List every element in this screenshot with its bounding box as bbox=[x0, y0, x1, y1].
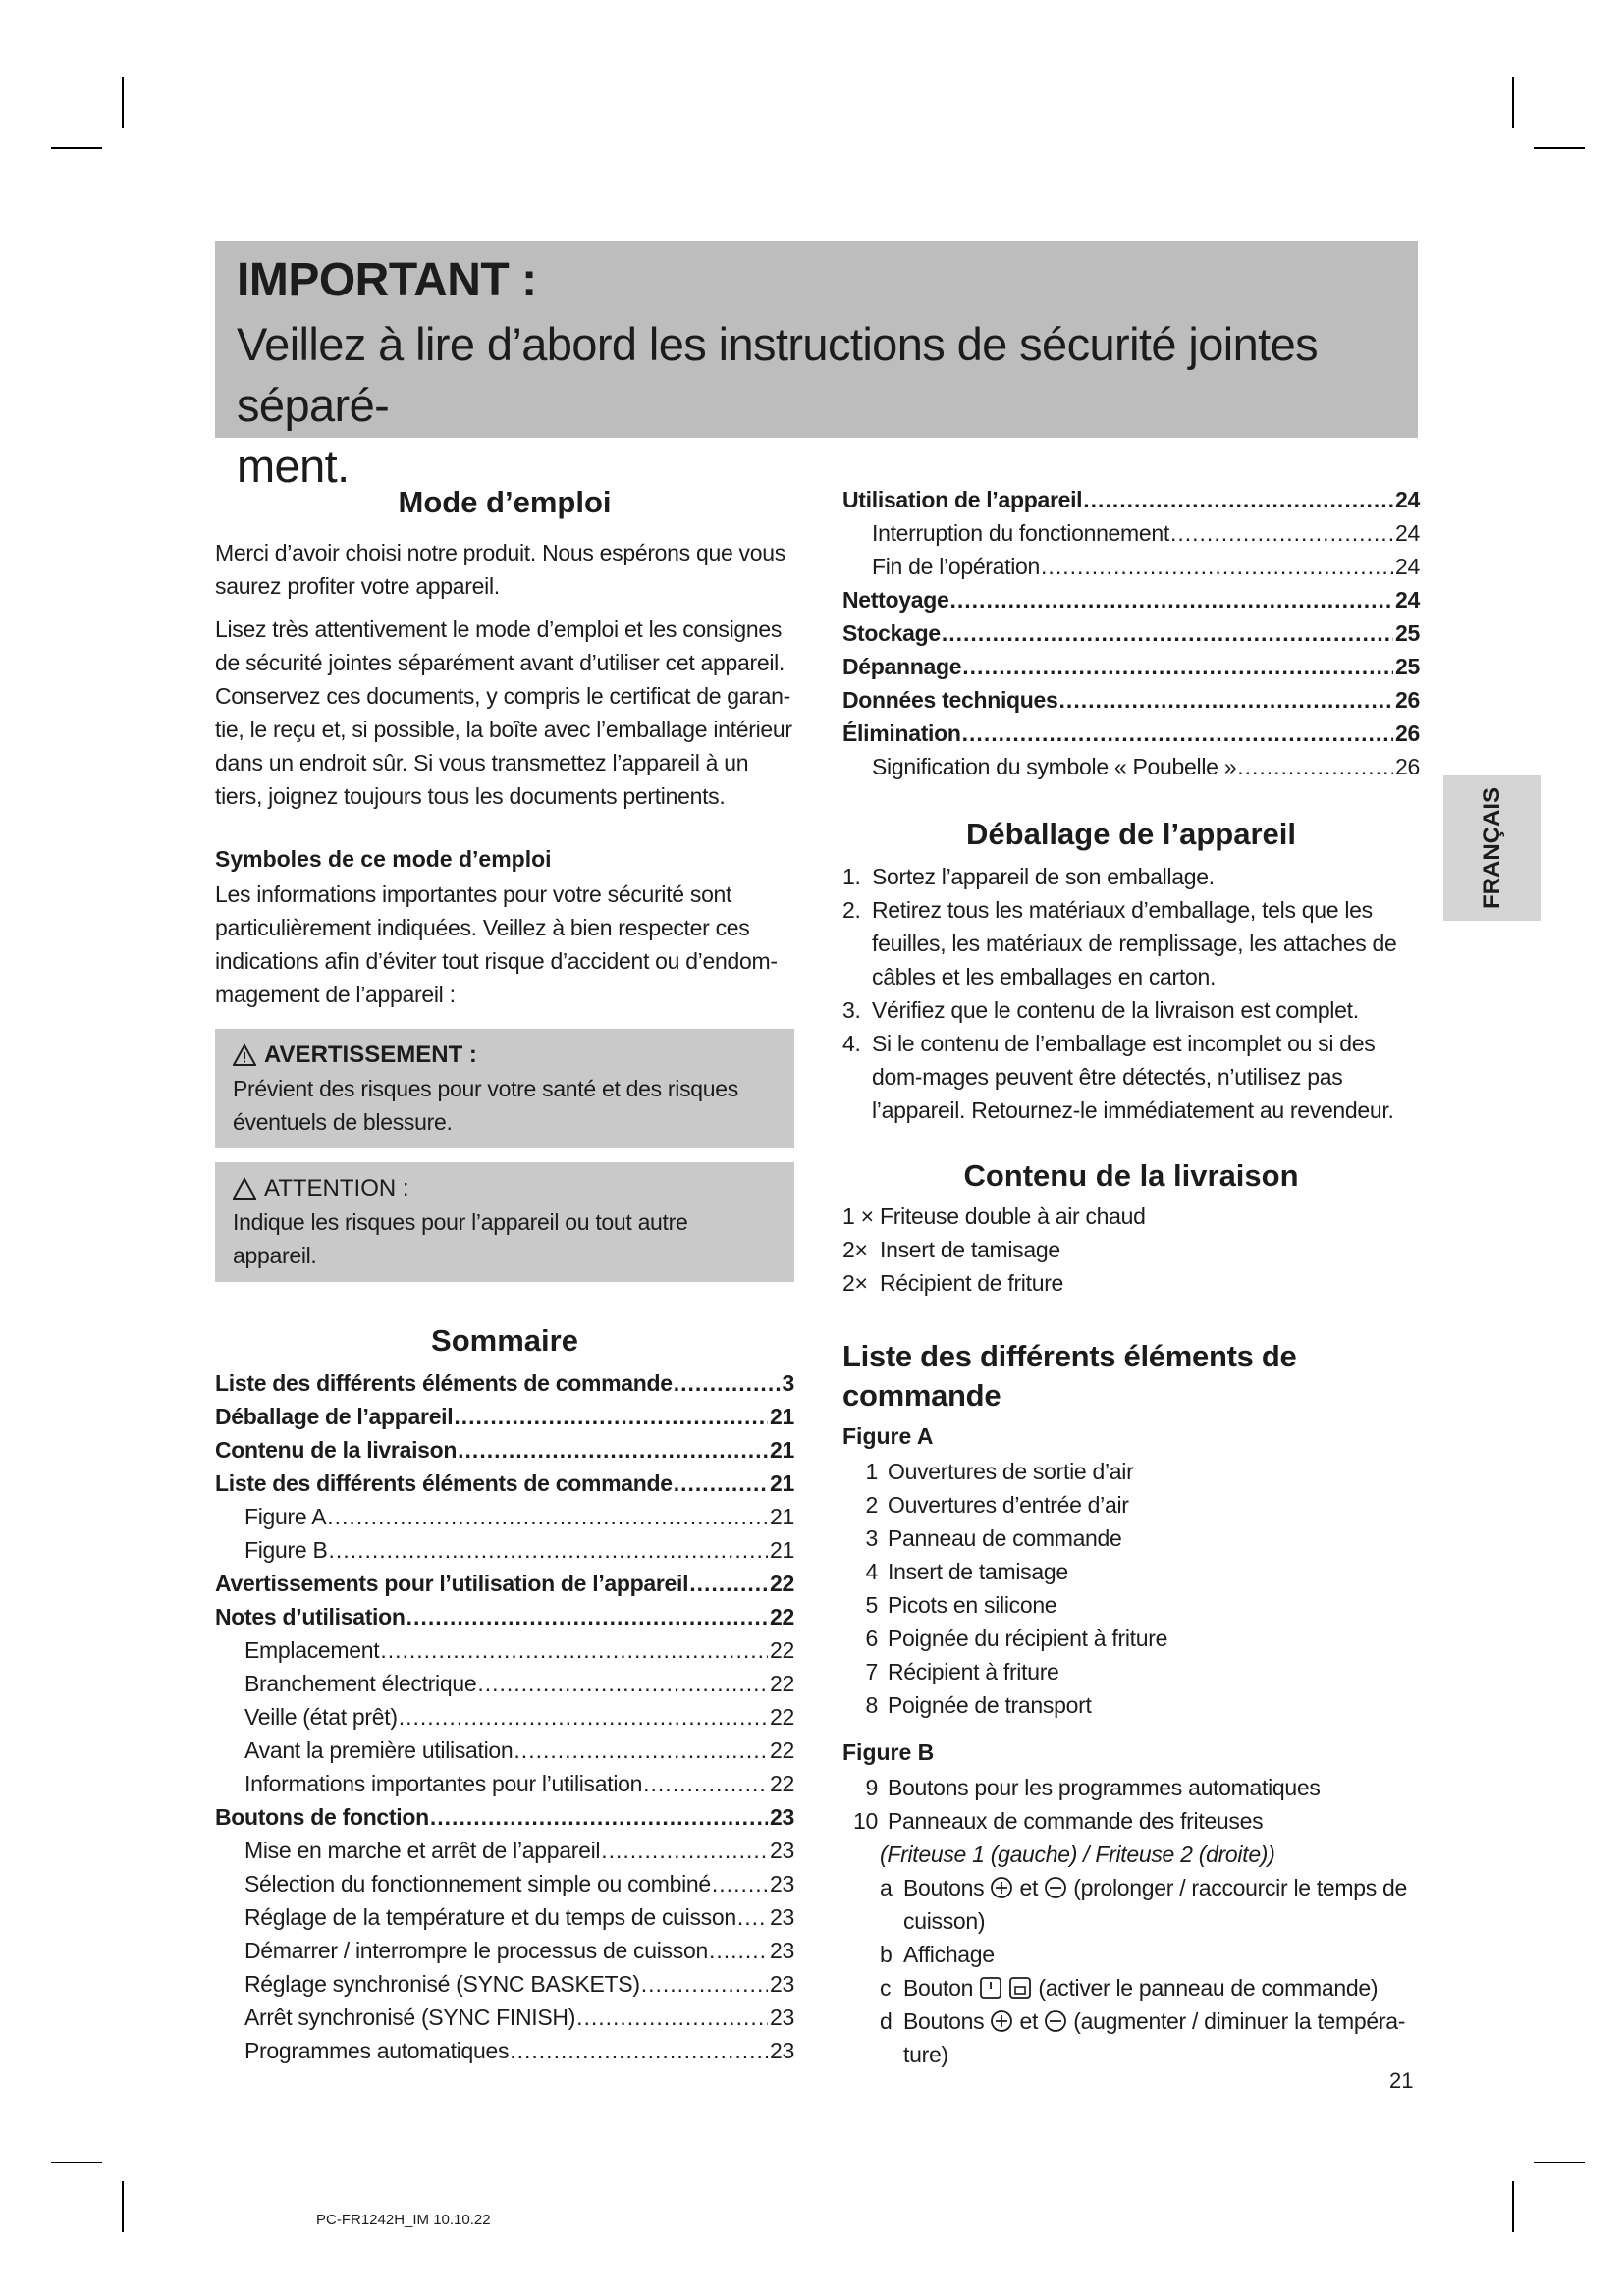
toc-entry-label: Branchement électrique bbox=[244, 1671, 477, 1696]
toc-entry bbox=[215, 1667, 794, 1700]
toc-leader-dots bbox=[477, 1667, 768, 1700]
list-item-number: 5 bbox=[865, 1592, 878, 1618]
warning-box bbox=[215, 1029, 794, 1148]
list-item bbox=[842, 1622, 1420, 1655]
figure-b-list bbox=[842, 1771, 1420, 1838]
toc-leader-dots bbox=[962, 650, 1393, 683]
crop-mark bbox=[1534, 147, 1585, 149]
toc-entry-label: Utilisation de l’appareil bbox=[842, 487, 1083, 512]
toc-leader-dots bbox=[454, 1400, 768, 1433]
list-item-number: 2× bbox=[842, 1270, 868, 1296]
toc-entry-page: 22 bbox=[770, 1704, 794, 1730]
toc-leader-dots bbox=[406, 1600, 768, 1633]
list-item-number: 3 bbox=[865, 1525, 878, 1551]
figure-a-label: Figure A bbox=[842, 1423, 934, 1449]
list-item-number: 4 bbox=[865, 1559, 878, 1584]
sublist-item-mid: et bbox=[1019, 1875, 1039, 1900]
toc-entry-label: Programmes automatiques bbox=[244, 2038, 510, 2063]
toc-leader-dots bbox=[1237, 750, 1393, 783]
language-tab bbox=[1443, 775, 1541, 921]
list-item-text: Insert de tamisage bbox=[888, 1559, 1068, 1584]
figure-a-list bbox=[842, 1455, 1420, 1722]
list-item bbox=[842, 1804, 1420, 1838]
list-item bbox=[842, 1522, 1420, 1555]
toc-entry bbox=[215, 1533, 794, 1567]
toc-entry-label: Liste des différents éléments de commande bbox=[215, 1370, 673, 1396]
toc-leader-dots bbox=[380, 1633, 768, 1667]
toc-entry-label: Démarrer / interrompre le processus de cuisson bbox=[244, 1938, 708, 1963]
toc-entry bbox=[842, 550, 1420, 583]
intro-paragraph: Merci d’avoir choisi notre produit. Nous espérons que vous saurez profiter votre appareil. bbox=[215, 540, 785, 599]
toc-leader-dots bbox=[689, 1567, 768, 1600]
sublist-item-text bbox=[903, 2004, 1420, 2071]
section-heading-deballage: Déballage de l’appareil bbox=[966, 817, 1296, 851]
banner-line-1: Veillez à lire d’abord les instructions de sécurité jointes séparé- bbox=[237, 318, 1319, 431]
warning-title: AVERTISSEMENT : bbox=[264, 1041, 477, 1068]
section-heading-mode-emploi: Mode d’emploi bbox=[398, 485, 612, 519]
toc-entry-label: Avant la première utilisation bbox=[244, 1737, 514, 1763]
toc-leader-dots bbox=[1059, 683, 1393, 717]
toc-entry-page: 21 bbox=[770, 1504, 794, 1529]
toc-entry-label: Boutons de fonction bbox=[215, 1804, 429, 1830]
list-item bbox=[842, 1200, 1420, 1233]
toc-leader-dots bbox=[709, 1934, 768, 1967]
toc-entry bbox=[215, 1600, 794, 1633]
list-item bbox=[842, 893, 1420, 993]
toc-entry-label: Veille (état prêt) bbox=[244, 1704, 398, 1730]
list-item-number: 2 bbox=[865, 1492, 878, 1518]
toc-entry bbox=[215, 1900, 794, 1934]
toc-entry-label: Signification du symbole « Poubelle » bbox=[872, 754, 1237, 779]
attention-triangle-icon bbox=[233, 1177, 256, 1201]
left-column bbox=[215, 483, 794, 2067]
list-item-number: 1 bbox=[865, 1459, 878, 1484]
sublist-item-mid: et bbox=[1019, 2008, 1039, 2034]
toc-entry-label: Interruption du fonctionnement bbox=[872, 520, 1169, 546]
toc-entry-page: 24 bbox=[1395, 587, 1420, 613]
toc-entry-page: 22 bbox=[770, 1637, 794, 1663]
toc-entry bbox=[215, 1467, 794, 1500]
list-item-text: Ouvertures d’entrée d’air bbox=[888, 1492, 1129, 1518]
minus-circle-icon bbox=[1038, 1875, 1073, 1900]
instructions-paragraph: Lisez très attentivement le mode d’emploi et les consignes de sécurité jointes séparément avant d’utiliser cet appareil. Conservez ces documents, y compris le certificat de garan-tie, le reçu et, si possible, la boîte avec l’emballage intérieur dans un endroit sûr. Si vous transmettez l’appareil à un tiers, joignez toujours tous les documents pertinents. bbox=[215, 616, 792, 809]
toc-entry-page: 23 bbox=[770, 2038, 794, 2063]
toc-entry bbox=[842, 750, 1420, 783]
toc-entry-label: Sélection du fonctionnement simple ou combiné bbox=[244, 1871, 711, 1896]
toc-right bbox=[842, 483, 1420, 783]
toc-entry bbox=[842, 583, 1420, 616]
toc-entry bbox=[215, 1433, 794, 1467]
power-button-icon bbox=[973, 1975, 1002, 2001]
toc-entry bbox=[215, 1700, 794, 1734]
toc-entry-label: Mise en marche et arrêt de l’appareil bbox=[244, 1838, 601, 1863]
list-item-number: 1 × bbox=[842, 1203, 874, 1229]
toc-entry bbox=[215, 1867, 794, 1900]
toc-entry-label: Réglage de la température et du temps de cuisson bbox=[244, 1904, 736, 1930]
list-item-text: Sortez l’appareil de son emballage. bbox=[872, 864, 1215, 889]
toc-leader-dots bbox=[950, 583, 1394, 616]
sublist-item-post: (prolonger / raccourcir le temps de cuisson) bbox=[903, 1875, 1408, 1934]
toc-entry-label: Figure A bbox=[244, 1504, 327, 1529]
footer-code: PC-FR1242H_IM 10.10.22 bbox=[316, 2212, 491, 2228]
list-item-text: Boutons pour les programmes automatiques bbox=[888, 1775, 1321, 1800]
toc-entry-label: Fin de l’opération bbox=[872, 554, 1041, 579]
toc-entry-page: 21 bbox=[770, 1537, 794, 1563]
list-item bbox=[842, 1266, 1420, 1300]
toc-entry-label: Figure B bbox=[244, 1537, 328, 1563]
deballage-list bbox=[842, 860, 1420, 1127]
list-item-text: Friteuse double à air chaud bbox=[880, 1203, 1146, 1229]
list-item-number: 7 bbox=[865, 1659, 878, 1684]
list-item bbox=[842, 1771, 1420, 1804]
list-item-text: Vérifiez que le contenu de la livraison est complet. bbox=[872, 997, 1359, 1023]
attention-box bbox=[215, 1162, 794, 1282]
toc-leader-dots bbox=[514, 1734, 768, 1767]
toc-leader-dots bbox=[942, 616, 1393, 650]
toc-entry-label: Stockage bbox=[842, 620, 941, 646]
toc-entry-label: Notes d’utilisation bbox=[215, 1604, 406, 1629]
sublist-item-letter: c bbox=[880, 1975, 892, 2001]
plus-circle-icon bbox=[984, 1875, 1013, 1900]
banner-line-2: ment. bbox=[237, 440, 350, 492]
right-column bbox=[842, 483, 1420, 2071]
list-item-text: Récipient de friture bbox=[880, 1270, 1064, 1296]
list-item bbox=[842, 1655, 1420, 1688]
list-item bbox=[842, 1027, 1420, 1127]
list-item-text: Si le contenu de l’emballage est incomplet ou si des dom-mages peuvent être détectés, n’utilisez pas l’appareil. Retournez-le immédiatement au revendeur. bbox=[872, 1031, 1394, 1123]
toc-leader-dots bbox=[601, 1834, 768, 1867]
list-item bbox=[842, 860, 1420, 893]
language-tab-label: FRANÇAIS bbox=[1478, 787, 1505, 909]
lock-button-icon bbox=[1002, 1975, 1038, 2001]
list-item bbox=[842, 1588, 1420, 1622]
toc-entry-page: 3 bbox=[782, 1370, 794, 1396]
list-item bbox=[842, 1455, 1420, 1488]
list-item bbox=[842, 993, 1420, 1027]
toc-entry bbox=[215, 1767, 794, 1800]
toc-entry-page: 22 bbox=[770, 1771, 794, 1796]
toc-entry-page: 23 bbox=[770, 1904, 794, 1930]
toc-leader-dots bbox=[430, 1800, 768, 1834]
toc-leader-dots bbox=[576, 2001, 768, 2034]
sublist-item bbox=[880, 1871, 1420, 1938]
toc-entry-label: Dépannage bbox=[842, 654, 962, 679]
toc-leader-dots bbox=[458, 1433, 768, 1467]
section-heading-liste: Liste des différents éléments de commande bbox=[842, 1339, 1297, 1413]
toc-leader-dots bbox=[1170, 516, 1393, 550]
sublist-item-post: (augmenter / diminuer la tempéra-ture) bbox=[903, 2008, 1406, 2067]
toc-left bbox=[215, 1366, 794, 2067]
toc-entry bbox=[215, 1734, 794, 1767]
contenu-list bbox=[842, 1200, 1420, 1300]
toc-leader-dots bbox=[962, 717, 1393, 750]
warning-text: Prévient des risques pour votre santé et des risques éventuels de blessure. bbox=[233, 1076, 738, 1135]
toc-entry-page: 23 bbox=[770, 1971, 794, 1997]
page-number: 21 bbox=[1389, 2068, 1414, 2093]
toc-entry-page: 22 bbox=[770, 1671, 794, 1696]
toc-leader-dots bbox=[1041, 550, 1393, 583]
list-item-number: 3. bbox=[842, 997, 861, 1023]
list-item bbox=[842, 1688, 1420, 1722]
toc-entry-page: 26 bbox=[1395, 687, 1420, 713]
list-item-number: 2× bbox=[842, 1237, 868, 1262]
toc-leader-dots bbox=[327, 1500, 768, 1533]
toc-entry-label: Informations importantes pour l’utilisation bbox=[244, 1771, 643, 1796]
crop-mark bbox=[1512, 77, 1514, 128]
toc-leader-dots bbox=[712, 1867, 768, 1900]
figure-b-note: (Friteuse 1 (gauche) / Friteuse 2 (droite)) bbox=[880, 1842, 1275, 1867]
list-item-number: 6 bbox=[865, 1626, 878, 1651]
toc-leader-dots bbox=[643, 1767, 768, 1800]
toc-entry bbox=[215, 1500, 794, 1533]
banner-title: IMPORTANT : bbox=[237, 254, 537, 306]
toc-entry bbox=[215, 1934, 794, 1967]
toc-leader-dots bbox=[674, 1366, 781, 1400]
sublist-item bbox=[880, 2004, 1420, 2071]
toc-entry bbox=[842, 483, 1420, 516]
toc-leader-dots bbox=[641, 1967, 768, 2001]
toc-entry-label: Avertissements pour l’utilisation de l’appareil bbox=[215, 1571, 689, 1596]
toc-entry-page: 24 bbox=[1395, 520, 1420, 546]
sublist-item-letter: a bbox=[880, 1875, 893, 1900]
toc-entry-page: 24 bbox=[1395, 554, 1420, 579]
sublist-item bbox=[880, 1938, 1420, 1971]
crop-mark bbox=[51, 147, 102, 149]
list-item-text: Poignée de transport bbox=[888, 1692, 1092, 1718]
toc-leader-dots bbox=[399, 1700, 768, 1734]
toc-entry-page: 21 bbox=[770, 1437, 794, 1463]
toc-entry-label: Données techniques bbox=[842, 687, 1058, 713]
sublist-item-pre: Boutons bbox=[903, 2008, 985, 2034]
toc-entry-page: 26 bbox=[1395, 721, 1420, 746]
toc-entry-label: Réglage synchronisé (SYNC BASKETS) bbox=[244, 1971, 640, 1997]
list-item bbox=[842, 1488, 1420, 1522]
list-item-text: Panneaux de commande des friteuses bbox=[888, 1808, 1264, 1834]
toc-entry-page: 25 bbox=[1395, 620, 1420, 646]
list-item-text: Insert de tamisage bbox=[880, 1237, 1060, 1262]
toc-entry-page: 23 bbox=[770, 2004, 794, 2030]
toc-entry bbox=[842, 516, 1420, 550]
sublist-item-text bbox=[903, 1938, 995, 1971]
toc-leader-dots bbox=[737, 1900, 768, 1934]
toc-entry-page: 25 bbox=[1395, 654, 1420, 679]
toc-entry-page: 23 bbox=[770, 1938, 794, 1963]
figure-b-sublist bbox=[842, 1871, 1420, 2071]
toc-entry bbox=[215, 1800, 794, 1834]
sublist-item-text bbox=[903, 1871, 1420, 1938]
crop-mark bbox=[51, 2162, 102, 2163]
list-item-number: 2. bbox=[842, 897, 861, 923]
list-item-number: 4. bbox=[842, 1031, 861, 1056]
list-item-text: Picots en silicone bbox=[888, 1592, 1057, 1618]
toc-entry-label: Déballage de l’appareil bbox=[215, 1404, 454, 1429]
symbols-heading: Symboles de ce mode d’emploi bbox=[215, 846, 552, 872]
toc-entry bbox=[215, 2001, 794, 2034]
toc-entry-label: Arrêt synchronisé (SYNC FINISH) bbox=[244, 2004, 576, 2030]
toc-entry-page: 23 bbox=[770, 1871, 794, 1896]
section-heading-sommaire: Sommaire bbox=[431, 1323, 578, 1358]
toc-leader-dots bbox=[329, 1533, 768, 1567]
symbols-paragraph: Les informations importantes pour votre sécurité sont particulièrement indiquées. Veillez à bien respecter ces indications afin d’éviter tout risque d’accident ou d’endom-magement de l’appareil : bbox=[215, 881, 778, 1007]
toc-entry bbox=[842, 650, 1420, 683]
toc-entry-page: 23 bbox=[770, 1838, 794, 1863]
attention-text: Indique les risques pour l’appareil ou tout autre appareil. bbox=[233, 1209, 688, 1268]
toc-entry-page: 22 bbox=[770, 1604, 794, 1629]
sublist-item-pre: Affichage bbox=[903, 1942, 995, 1967]
figure-b-label: Figure B bbox=[842, 1739, 935, 1765]
toc-entry bbox=[842, 616, 1420, 650]
toc-entry bbox=[215, 1366, 794, 1400]
toc-entry-label: Contenu de la livraison bbox=[215, 1437, 458, 1463]
crop-mark bbox=[1534, 2162, 1585, 2163]
toc-entry-page: 21 bbox=[770, 1404, 794, 1429]
toc-entry bbox=[215, 1567, 794, 1600]
toc-entry-page: 22 bbox=[770, 1737, 794, 1763]
toc-entry bbox=[215, 1834, 794, 1867]
toc-entry bbox=[215, 1400, 794, 1433]
list-item-number: 10 bbox=[853, 1808, 878, 1834]
list-item-text: Récipient à friture bbox=[888, 1659, 1059, 1684]
plus-circle-icon bbox=[984, 2008, 1013, 2034]
toc-entry-page: 21 bbox=[770, 1470, 794, 1496]
toc-leader-dots bbox=[510, 2034, 768, 2067]
toc-entry bbox=[215, 1967, 794, 2001]
toc-entry bbox=[215, 1633, 794, 1667]
list-item bbox=[842, 1233, 1420, 1266]
toc-entry-label: Élimination bbox=[842, 721, 961, 746]
warning-triangle-icon bbox=[233, 1043, 256, 1067]
list-item-text: Ouvertures de sortie d’air bbox=[888, 1459, 1134, 1484]
list-item-text: Panneau de commande bbox=[888, 1525, 1122, 1551]
toc-leader-dots bbox=[1083, 483, 1393, 516]
sublist-item-post: (activer le panneau de commande) bbox=[1038, 1975, 1379, 2001]
toc-leader-dots bbox=[674, 1467, 768, 1500]
list-item-number: 1. bbox=[842, 864, 861, 889]
minus-circle-icon bbox=[1038, 2008, 1073, 2034]
list-item-text: Poignée du récipient à friture bbox=[888, 1626, 1168, 1651]
list-item-number: 8 bbox=[865, 1692, 878, 1718]
sublist-item-letter: d bbox=[880, 2008, 893, 2034]
toc-entry-label: Emplacement bbox=[244, 1637, 380, 1663]
list-item bbox=[842, 1555, 1420, 1588]
attention-title: ATTENTION : bbox=[264, 1175, 409, 1201]
list-item-text: Retirez tous les matériaux d’emballage, tels que les feuilles, les matériaux de remplissage, les attaches de câbles et les emballages en carton. bbox=[872, 897, 1397, 989]
toc-entry-label: Liste des différents éléments de commande bbox=[215, 1470, 673, 1496]
important-banner bbox=[215, 241, 1418, 492]
section-heading-contenu: Contenu de la livraison bbox=[963, 1158, 1299, 1193]
toc-entry-page: 23 bbox=[770, 1804, 794, 1830]
sublist-item-text bbox=[903, 1971, 1378, 2004]
crop-mark bbox=[122, 2181, 124, 2232]
toc-entry-page: 26 bbox=[1395, 754, 1420, 779]
toc-entry-page: 22 bbox=[770, 1571, 794, 1596]
crop-mark bbox=[122, 77, 124, 128]
toc-entry-page: 24 bbox=[1395, 487, 1420, 512]
sublist-item bbox=[880, 1971, 1420, 2004]
toc-entry-label: Nettoyage bbox=[842, 587, 949, 613]
sublist-item-pre: Boutons bbox=[903, 1875, 985, 1900]
sublist-item-pre: Bouton bbox=[903, 1975, 974, 2001]
sublist-item-letter: b bbox=[880, 1942, 893, 1967]
toc-entry bbox=[215, 2034, 794, 2067]
toc-entry bbox=[842, 683, 1420, 717]
crop-mark bbox=[1512, 2181, 1514, 2232]
toc-entry bbox=[842, 717, 1420, 750]
list-item-number: 9 bbox=[865, 1775, 878, 1800]
